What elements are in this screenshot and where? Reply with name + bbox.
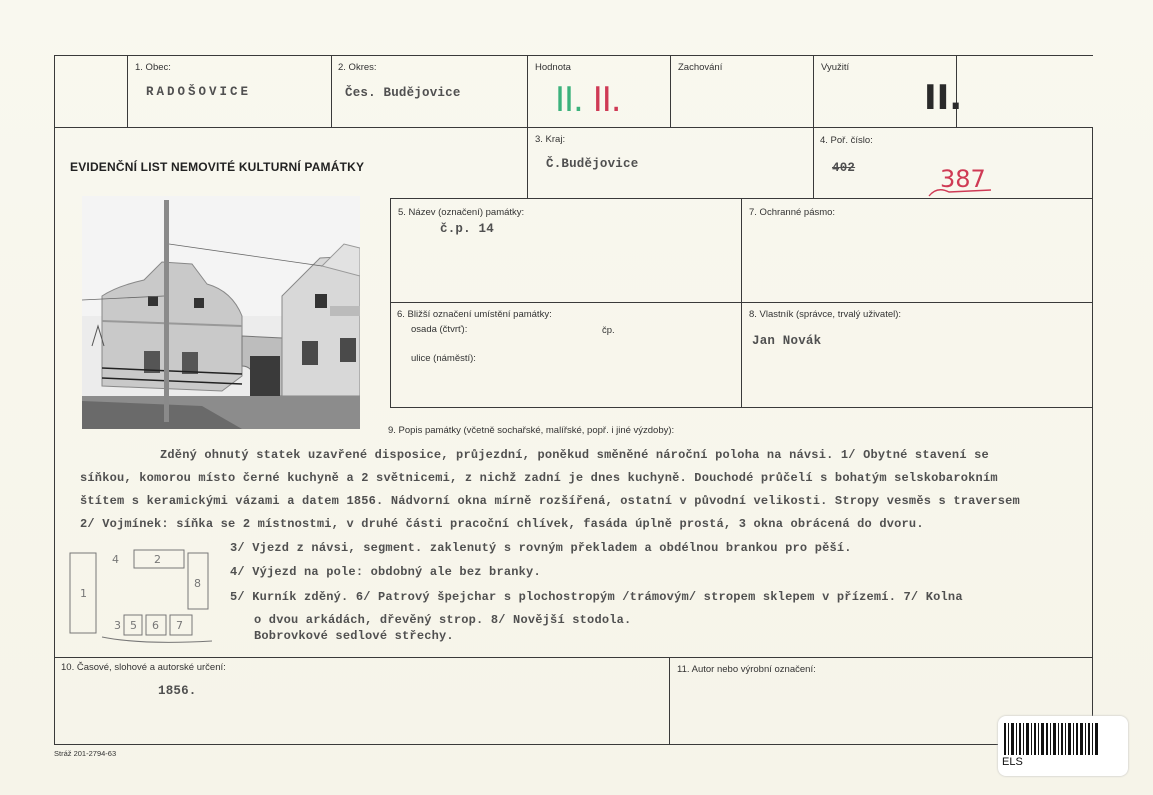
print-code: Stráž 201-2794-63 xyxy=(54,749,117,758)
vlastnik-label: 8. Vlastník (správce, trvalý uživatel): xyxy=(749,309,902,320)
line xyxy=(741,198,742,408)
kraj-label: 3. Kraj: xyxy=(535,134,566,145)
por-cislo-value: 402 xyxy=(832,161,856,175)
blizsi-oznaceni-label: 6. Bližší označení umístění památky: xyxy=(397,309,552,320)
popis-line: 2/ Vojmínek: síňka se 2 místnostmi, v druhé části pracoční chlívek, fasáda úplně prostá, 3 okna obrácená do dvoru. xyxy=(80,517,924,531)
ulice-label: ulice (náměstí): xyxy=(411,353,476,364)
line xyxy=(54,127,1093,128)
layout-sketch xyxy=(62,545,222,657)
barcode-sticker xyxy=(998,716,1128,776)
ochranne-pasmo-label: 7. Ochranné pásmo: xyxy=(749,207,836,218)
vyuziti-label: Využití xyxy=(821,62,850,73)
sketch-label: 3 xyxy=(114,619,121,632)
sketch-label: 7 xyxy=(176,619,183,632)
sketch-label: 2 xyxy=(154,553,161,566)
popis-line: 5/ Kurník zděný. 6/ Patrový špejchar s plochostropým /trámovým/ stropem sklepem v přízemí. 7/ Kolna xyxy=(230,590,963,604)
sketch-label: 5 xyxy=(130,619,137,632)
line xyxy=(390,302,1093,303)
nazev-value: č.p. 14 xyxy=(440,222,494,236)
okres-value: Čes. Budějovice xyxy=(345,86,461,100)
popis-line: Bobrovkové sedlové střechy. xyxy=(254,629,454,643)
sketch-label: 6 xyxy=(152,619,159,632)
autor-label: 11. Autor nebo výrobní označení: xyxy=(677,664,816,675)
popis-line: síňkou, komorou místo černé kuchyně a 2 světnicemi, z nichž zadní je dnes kuchyně. Douchodé průčelí s bohatým selskobarokním xyxy=(80,471,998,485)
frame-right xyxy=(1092,128,1093,745)
kraj-value: Č.Budějovice xyxy=(546,157,639,171)
line xyxy=(669,657,670,745)
document-title: EVIDENČNÍ LIST NEMOVITÉ KULTURNÍ PAMÁTKY xyxy=(70,160,365,174)
okres-label: 2. Okres: xyxy=(338,62,377,73)
popis-line: o dvou arkádách, dřevěný strop. 8/ Novější stodola. xyxy=(254,613,632,627)
line xyxy=(331,55,332,128)
obec-label: 1. Obec: xyxy=(135,62,171,73)
barcode-text: ELS xyxy=(1002,756,1023,768)
sketch-label: 4 xyxy=(112,553,119,566)
line xyxy=(390,198,391,408)
barcode-icon xyxy=(1004,723,1100,755)
popis-line: 3/ Vjezd z návsi, segment. zaklenutý s rovným překladem a obdélnou brankou pro pěší. xyxy=(230,541,852,555)
obec-value: RADOŠOVICE xyxy=(146,85,252,99)
sketch-label: 8 xyxy=(194,577,201,590)
frame-left xyxy=(54,55,55,745)
popis-line: 4/ Výjezd na pole: obdobný ale bez branky. xyxy=(230,565,541,579)
casove-value: 1856. xyxy=(158,684,197,698)
sketch-label: 1 xyxy=(80,587,87,600)
frame-top xyxy=(54,55,1093,56)
popis-line: štítem s keramickými vázami a datem 1856. Nádvorní okna mírně rozšířená, ostatní v původní velikosti. Stropy vesměs s traversem xyxy=(80,494,1020,508)
line xyxy=(54,657,1093,658)
vyuziti-value: II. xyxy=(924,78,963,118)
hodnota-value: II. II. xyxy=(555,80,621,120)
line xyxy=(127,55,128,128)
line xyxy=(390,407,1093,408)
hodnota-label: Hodnota xyxy=(535,62,571,73)
line xyxy=(670,55,671,128)
por-cislo-label: 4. Poř. číslo: xyxy=(820,135,873,146)
cp-label: čp. xyxy=(602,325,615,336)
por-cislo-red: 387 xyxy=(940,165,986,193)
red-underline-mark xyxy=(925,180,995,200)
popis-line: Zděný ohnutý statek uzavřené disposice, průjezdní, poněkud směněné nároční poloha na návsi. 1/ Obytné stavení se xyxy=(160,448,989,462)
nazev-label: 5. Název (označení) památky: xyxy=(398,207,525,218)
frame-bottom xyxy=(54,744,1093,745)
zachovani-label: Zachování xyxy=(678,62,723,73)
monument-photo xyxy=(82,196,360,429)
osada-label: osada (čtvrť): xyxy=(411,324,468,335)
casove-label: 10. Časové, slohové a autorské určení: xyxy=(61,662,226,673)
popis-label: 9. Popis památky (včetně sochařské, malířské, popř. i jiné výzdoby): xyxy=(388,425,675,436)
vlastnik-value: Jan Novák xyxy=(752,334,822,348)
